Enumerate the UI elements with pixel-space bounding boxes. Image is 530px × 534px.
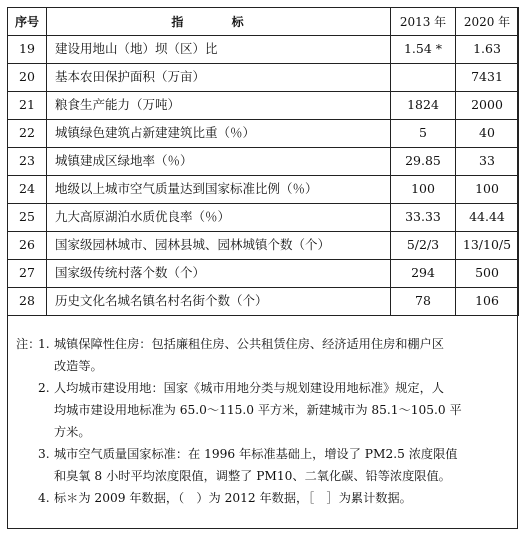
row-2020-value: 500 bbox=[456, 260, 519, 288]
row-index: 21 bbox=[8, 92, 47, 120]
row-2020-value: 40 bbox=[456, 120, 519, 148]
row-2020-value: 2000 bbox=[456, 92, 519, 120]
table-row bbox=[8, 288, 519, 316]
row-index: 22 bbox=[8, 120, 47, 148]
header-2020: 2020 年 bbox=[456, 8, 519, 36]
note-4 bbox=[16, 487, 512, 509]
row-2013-value: 100 bbox=[391, 176, 456, 204]
note-2-continuation: 方米。 bbox=[54, 425, 91, 439]
table-row bbox=[8, 92, 519, 120]
note-number: 3. bbox=[38, 447, 50, 461]
table-row bbox=[8, 204, 519, 232]
row-2020-value: 13/10/5 bbox=[456, 232, 519, 260]
note-number: 2. bbox=[38, 381, 50, 395]
notes-prefix: 注： bbox=[16, 337, 41, 351]
row-indicator: 国家级传统村落个数（个） bbox=[47, 260, 391, 288]
row-indicator: 九大高原湖泊水质优良率（％） bbox=[47, 204, 391, 232]
row-index: 26 bbox=[8, 232, 47, 260]
row-indicator: 粮食生产能力（万吨） bbox=[47, 92, 391, 120]
table-row bbox=[8, 64, 519, 92]
notes-section bbox=[16, 333, 512, 509]
indicator-table bbox=[7, 7, 519, 316]
table-row bbox=[8, 176, 519, 204]
row-indicator: 地级以上城市空气质量达到国家标准比例（％） bbox=[47, 176, 391, 204]
header-index: 序号 bbox=[8, 8, 47, 36]
row-2020-value: 1.63 bbox=[456, 36, 519, 64]
row-2013-value: 33.33 bbox=[391, 204, 456, 232]
row-index: 27 bbox=[8, 260, 47, 288]
table-row bbox=[8, 260, 519, 288]
row-indicator: 基本农田保护面积（万亩） bbox=[47, 64, 391, 92]
row-index: 20 bbox=[8, 64, 47, 92]
row-2020-value: 106 bbox=[456, 288, 519, 316]
table-row bbox=[8, 148, 519, 176]
table-header-row bbox=[8, 8, 519, 36]
row-indicator: 建设用地山（地）坝（区）比 bbox=[47, 36, 391, 64]
header-2013: 2013 年 bbox=[391, 8, 456, 36]
note-number: 4. bbox=[38, 491, 50, 505]
note-1 bbox=[16, 333, 512, 355]
row-2020-value: 100 bbox=[456, 176, 519, 204]
row-index: 19 bbox=[8, 36, 47, 64]
row-index: 24 bbox=[8, 176, 47, 204]
row-2013-value: 1824 bbox=[391, 92, 456, 120]
note-text: 标＊为 2009 年数据，（ ）为 2012 年数据，［ ］为累计数据。 bbox=[54, 491, 412, 505]
note-1-continuation: 改造等。 bbox=[54, 359, 103, 373]
row-indicator: 城镇绿色建筑占新建建筑比重（％） bbox=[47, 120, 391, 148]
row-2020-value: 7431 bbox=[456, 64, 519, 92]
row-2013-value: 78 bbox=[391, 288, 456, 316]
row-indicator: 城镇建成区绿地率（％） bbox=[47, 148, 391, 176]
note-text: 城镇保障性住房：包括廉租住房、公共租赁住房、经济适用住房和棚户区 bbox=[54, 337, 444, 351]
note-3-continuation: 和臭氧 8 小时平均浓度限值，调整了 PM10、二氧化碳、铅等浓度限值。 bbox=[54, 469, 451, 483]
row-index: 28 bbox=[8, 288, 47, 316]
table-row bbox=[8, 232, 519, 260]
row-2013-value: 5/2/3 bbox=[391, 232, 456, 260]
row-index: 25 bbox=[8, 204, 47, 232]
row-2013-value: 29.85 bbox=[391, 148, 456, 176]
row-2020-value: 44.44 bbox=[456, 204, 519, 232]
table-row bbox=[8, 120, 519, 148]
row-2013-value: 5 bbox=[391, 120, 456, 148]
row-2020-value: 33 bbox=[456, 148, 519, 176]
table-row bbox=[8, 36, 519, 64]
row-2013-value: 294 bbox=[391, 260, 456, 288]
note-number: 1. bbox=[38, 337, 50, 351]
row-indicator: 历史文化名城名镇名村名街个数（个） bbox=[47, 288, 391, 316]
row-2013-value bbox=[391, 64, 456, 92]
note-text: 人均城市建设用地：国家《城市用地分类与规划建设用地标准》规定，人 bbox=[54, 381, 444, 395]
row-2013-value: 1.54 * bbox=[391, 36, 456, 64]
note-text: 城市空气质量国家标准：在 1996 年标准基础上，增设了 PM2.5 浓度限值 bbox=[54, 447, 458, 461]
note-3 bbox=[16, 443, 512, 465]
note-2 bbox=[16, 377, 512, 399]
row-index: 23 bbox=[8, 148, 47, 176]
note-2-continuation: 均城市建设用地标准为 65.0～115.0 平方米，新建城市为 85.1～105.0 平 bbox=[54, 403, 462, 417]
header-indicator: 指 标 bbox=[47, 8, 391, 36]
row-indicator: 国家级园林城市、园林县城、园林城镇个数（个） bbox=[47, 232, 391, 260]
